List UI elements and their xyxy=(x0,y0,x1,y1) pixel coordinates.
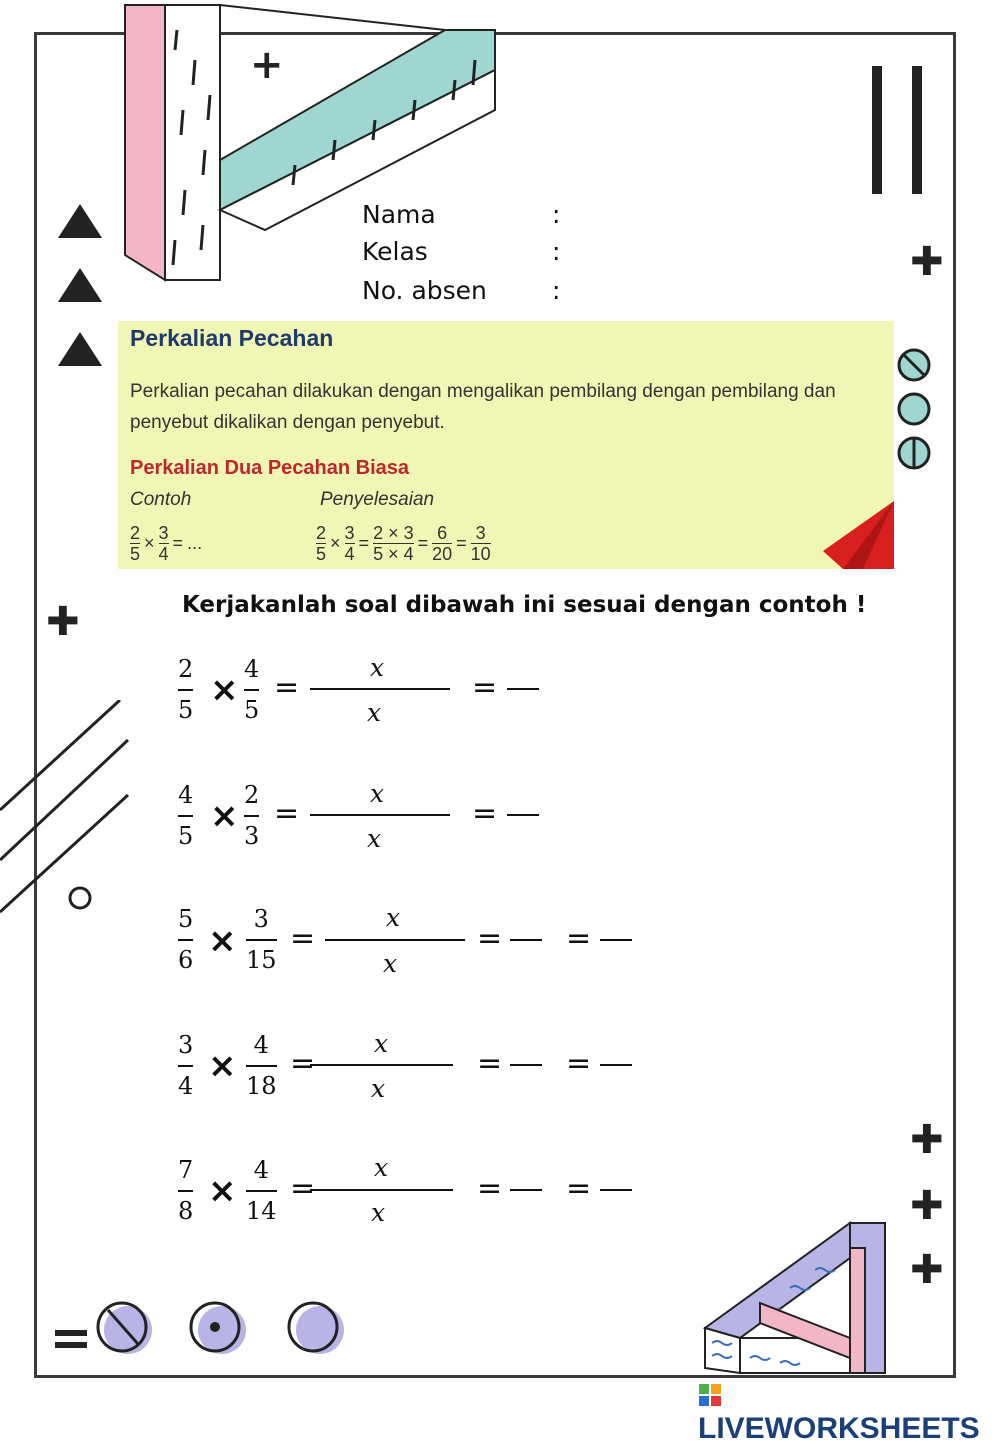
denominator-blank[interactable]: x xyxy=(383,949,398,978)
numerator: 4 xyxy=(244,655,260,683)
fraction-b xyxy=(244,656,259,723)
ellipsis: ... xyxy=(187,533,203,553)
numerator: 2 xyxy=(130,523,141,543)
logo-text: LIVEWORKSHEETS xyxy=(698,1412,980,1445)
numerator: 2 × 3 xyxy=(373,523,414,543)
equals-sign: = xyxy=(566,1046,592,1081)
numerator-blank[interactable]: x xyxy=(370,779,385,808)
plus-icon: ✚ xyxy=(910,1247,944,1293)
example-fraction xyxy=(130,523,140,564)
numerator: 4 xyxy=(178,781,194,809)
answer-blank[interactable] xyxy=(600,939,632,941)
absen-label: No. absen xyxy=(362,276,487,305)
equals-sign: = xyxy=(477,1046,503,1081)
denominator: 5 xyxy=(178,696,194,724)
triangle-icon xyxy=(58,268,102,302)
equals-sign: = xyxy=(290,921,316,956)
solution-fraction xyxy=(432,523,452,564)
times-sign: × xyxy=(208,1046,237,1086)
times-sign: × xyxy=(330,533,341,553)
equals-sign: = xyxy=(472,796,498,831)
liveworksheets-logo[interactable] xyxy=(698,1378,1000,1446)
denominator: 5 xyxy=(130,544,141,564)
times-sign: × xyxy=(210,796,239,836)
denominator: 5 × 4 xyxy=(373,544,414,564)
solution-fraction xyxy=(471,523,491,564)
fraction-b xyxy=(246,1157,277,1224)
fraction-b xyxy=(246,1032,277,1099)
times-sign: × xyxy=(208,921,237,961)
denominator: 4 xyxy=(178,1072,194,1100)
paper-plane-decoration xyxy=(823,501,894,569)
small-circle-decoration xyxy=(66,884,94,912)
numerator: 3 xyxy=(253,905,269,933)
fraction-bar xyxy=(325,939,465,941)
answer-blank[interactable] xyxy=(510,939,542,941)
denominator: 20 xyxy=(432,544,453,564)
fraction-bar xyxy=(310,814,450,816)
fraction-a xyxy=(178,1032,193,1099)
fraction-a xyxy=(178,656,193,723)
answer-blank[interactable] xyxy=(600,1189,632,1191)
triangle-icon xyxy=(58,332,102,366)
denominator-blank[interactable]: x xyxy=(367,698,382,727)
info-subtitle: Perkalian Dua Pecahan Biasa xyxy=(130,457,410,479)
answer-blank[interactable] xyxy=(507,688,539,690)
denominator: 5 xyxy=(316,544,327,564)
numerator: 3 xyxy=(158,523,169,543)
solution-fraction xyxy=(345,523,355,564)
plus-icon: ✚ xyxy=(910,1117,944,1163)
numerator: 2 xyxy=(178,655,194,683)
fraction-a xyxy=(178,1157,193,1224)
equals-sign: = xyxy=(566,921,592,956)
plus-icon: ✚ xyxy=(46,599,80,645)
absen-field xyxy=(362,276,560,305)
numerator: 2 xyxy=(244,781,260,809)
fraction-bar xyxy=(310,1064,453,1066)
denominator: 4 xyxy=(344,544,355,564)
solution-fraction xyxy=(373,523,414,564)
solution-heading: Penyelesaian xyxy=(320,489,435,510)
denominator: 10 xyxy=(470,544,491,564)
numerator-blank[interactable]: x xyxy=(386,903,401,932)
vertical-bar-decoration xyxy=(872,66,882,194)
numerator: 2 xyxy=(316,523,327,543)
triangle-icon xyxy=(58,204,102,238)
numerator: 4 xyxy=(253,1156,269,1184)
denominator: 18 xyxy=(246,1072,277,1100)
circle-decorations xyxy=(893,345,937,475)
numerator: 3 xyxy=(344,523,355,543)
diagonal-lines-decoration xyxy=(0,700,135,915)
instruction-text: Kerjakanlah soal dibawah ini sesuai dengan contoh ! xyxy=(182,592,867,618)
absen-colon: : xyxy=(552,276,561,305)
denominator-blank[interactable]: x xyxy=(371,1198,386,1227)
denominator: 4 xyxy=(158,544,169,564)
numerator-blank[interactable]: x xyxy=(374,1029,389,1058)
example-expression xyxy=(130,523,202,564)
plus-icon: ✚ xyxy=(910,239,944,285)
info-box xyxy=(118,321,894,569)
fraction-b xyxy=(246,906,277,973)
equals-sign: = xyxy=(358,533,370,553)
bottom-circle-decorations xyxy=(52,1300,362,1362)
name-field xyxy=(362,200,560,229)
example-fraction xyxy=(159,523,169,564)
answer-blank[interactable] xyxy=(510,1064,542,1066)
denominator: 14 xyxy=(246,1197,277,1225)
info-title: Perkalian Pecahan xyxy=(130,325,334,351)
fraction-a xyxy=(178,782,193,849)
denominator: 6 xyxy=(178,946,194,974)
impossible-triangle-decoration-bottom xyxy=(700,1218,895,1378)
fraction-a xyxy=(178,906,193,973)
equals-sign: = xyxy=(566,1171,592,1206)
fraction-bar xyxy=(310,1189,453,1191)
example-heading: Contoh xyxy=(130,489,192,510)
numerator-blank[interactable]: x xyxy=(374,1153,389,1182)
denominator-blank[interactable]: x xyxy=(367,824,382,853)
denominator-blank[interactable]: x xyxy=(371,1074,386,1103)
fraction-b xyxy=(244,782,259,849)
numerator: 5 xyxy=(178,905,194,933)
denominator: 5 xyxy=(244,696,260,724)
numerator: 6 xyxy=(437,523,448,543)
name-colon: : xyxy=(552,200,561,229)
equals-sign: = xyxy=(290,1171,316,1206)
times-sign: × xyxy=(210,670,239,710)
equals-sign: = xyxy=(477,1171,503,1206)
class-field xyxy=(362,237,560,266)
class-label: Kelas xyxy=(362,237,428,266)
svg-text:+: + xyxy=(250,42,284,88)
numerator-blank[interactable]: x xyxy=(370,653,385,682)
solution-expression xyxy=(316,523,491,564)
equals-sign: = xyxy=(274,796,300,831)
denominator: 8 xyxy=(178,1197,194,1225)
answer-blank[interactable] xyxy=(600,1064,632,1066)
answer-blank[interactable] xyxy=(510,1189,542,1191)
numerator: 7 xyxy=(178,1156,194,1184)
answer-blank[interactable] xyxy=(507,814,539,816)
times-sign: × xyxy=(144,533,155,553)
plus-icon: ✚ xyxy=(910,1183,944,1229)
equals-sign: = xyxy=(417,533,429,553)
numerator: 4 xyxy=(253,1031,269,1059)
denominator: 5 xyxy=(178,822,194,850)
vertical-bar-decoration xyxy=(912,66,922,194)
equals-sign: = xyxy=(472,670,498,705)
info-text: Perkalian pecahan dilakukan dengan mengalikan pembilang dengan pembilang dan penyebut dikalikan dengan penyebut. xyxy=(130,381,836,433)
denominator: 15 xyxy=(246,946,277,974)
name-label: Nama xyxy=(362,200,436,229)
class-colon: : xyxy=(552,237,561,266)
numerator: 3 xyxy=(475,523,486,543)
solution-fraction xyxy=(316,523,326,564)
equals-sign: = xyxy=(477,921,503,956)
numerator: 3 xyxy=(178,1031,194,1059)
fraction-bar xyxy=(310,688,450,690)
equals-sign: = xyxy=(172,533,184,553)
equals-sign: = xyxy=(274,670,300,705)
equals-sign: = xyxy=(290,1046,316,1081)
equals-sign: = xyxy=(456,533,467,553)
times-sign: × xyxy=(208,1171,237,1211)
denominator: 3 xyxy=(244,822,260,850)
logo-icon xyxy=(698,1381,722,1405)
